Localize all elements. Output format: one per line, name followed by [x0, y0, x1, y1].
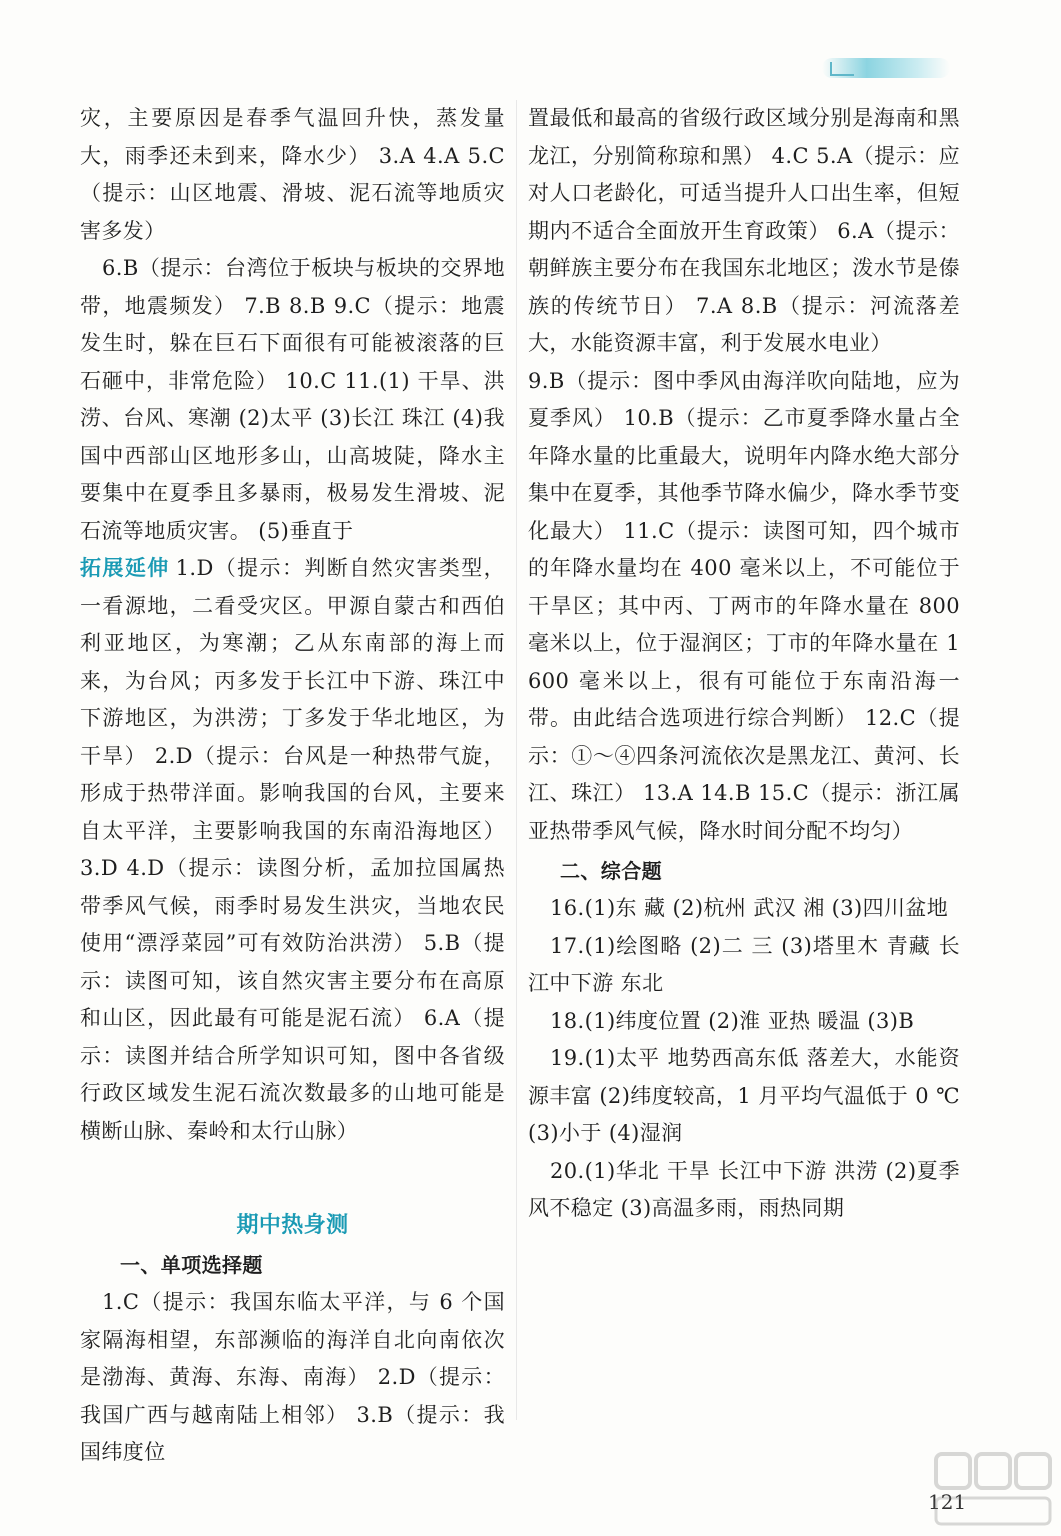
answer-q18: 18.(1)纬度位置 (2)淮 亚热 暖温 (3)B	[550, 1008, 915, 1033]
left-paragraph-q6: 6.B（提示：台湾位于板块与板块的交界地带，地震频发） 7.B 8.B 9.C（提示：地震发生时，躲在巨石下面很有可能被滚落的巨石砸中，非常危险） 10.C 11.(1) 干旱、洪涝、台风、寒潮 (2)太平 (3)长江 珠江 (4)我国中西部山区地形多山，山高坡陡，降水主要集中在夏季且多暴雨，极易发生滑坡、泥石流等地质灾害。 (5)垂直于	[80, 256, 505, 543]
left-paragraph-continuation: 灾，主要原因是春季气温回升快，蒸发量大，雨季还未到来，降水少） 3.A 4.A 5.C（提示：山区地震、滑坡、泥石流等地质灾害多发）	[80, 106, 505, 243]
column-divider	[516, 100, 517, 1420]
right-paragraph-q9: 9.B（提示：图中季风由海洋吹向陆地，应为夏季风） 10.B（提示：乙市夏季降水量占全年降水量的比重最大，说明年内降水绝大部分集中在夏季，其他季节降水偏少，降水季节变化最大） 11.C（提示：读图可知，四个城市的年降水量均在 400 毫米以上，不可能位于干旱区；其中丙、丁两市的年降水量在 800 毫米以上，位于湿润区；丁市的年降水量在 1 600 毫米以上，很有可能位于东南沿海一带。由此结合选项进行综合判断） 12.C（提示：①～④四条河流依次是黑龙江、黄河、长江、珠江） 13.A 14.B 15.C（提示：浙江属亚热带季风气候，降水时间分配不均匀）	[528, 368, 960, 843]
left-column	[80, 100, 505, 1472]
extension-label: 拓展延伸	[80, 556, 170, 580]
answer-q19: 19.(1)太平 地势西高东低 落差大，水能资源丰富 (2)纬度较高，1 月平均气温低于 0 ℃ (3)小于 (4)湿润	[528, 1046, 960, 1145]
answer-q16: 16.(1)东 藏 (2)杭州 武汉 湘 (3)四川盆地	[550, 896, 949, 920]
page-number: 121	[928, 1490, 967, 1514]
subsection-title-comprehensive: 二、综合题	[560, 859, 662, 883]
section-title: 期中热身测	[236, 1213, 349, 1238]
midterm-q1-paragraph: 1.C（提示：我国东临太平洋，与 6 个国家隔海相望，东部濒临的海洋自北向南依次是渤海、黄海、东海、南海） 2.D（提示：我国广西与越南陆上相邻） 3.B（提示：我国纬度位	[80, 1290, 505, 1464]
subsection-title-choice: 一、单项选择题	[120, 1253, 263, 1277]
watermark-logo-icon	[930, 1448, 1058, 1532]
answer-q17: 17.(1)绘图略 (2)二 三 (3)塔里木 青藏 长江中下游 东北	[528, 933, 960, 995]
right-paragraph-continuation: 置最低和最高的省级行政区域分别是海南和黑龙江，分别简称琼和黑） 4.C 5.A（提示：应对人口老龄化，可适当提升人口出生率，但短期内不适合全面放开生育政策） 6.A（提示：朝鲜族主要分布在我国东北地区；泼水节是傣族的传统节日） 7.A 8.B（提示：河流落差大，水能资源丰富，利于发展水电业）	[528, 106, 960, 355]
extension-text: 1.D（提示：判断自然灾害类型，一看源地，二看受灾区。甲源自蒙古和西伯利亚地区，为寒潮；乙从东南部的海上而来，为台风；丙多发于长江中下游、珠江中下游地区，为洪涝；丁多发于华北地区，为干旱） 2.D（提示：台风是一种热带气旋，形成于热带洋面。影响我国的台风，主要来自太平洋，主要影响我国的东南沿海地区） 3.D 4.D（提示：读图分析，孟加拉国属热带季风气候，雨季时易发生洪灾，当地农民使用“漂浮菜园”可有效防治洪涝） 5.B（提示：读图可知，该自然灾害主要分布在高原和山区，因此最有可能是泥石流） 6.A（提示：读图并结合所学知识可知，图中各省级行政区域发生泥石流次数最多的山地可能是横断山脉、秦岭和太行山脉）	[80, 556, 505, 1143]
right-column	[528, 100, 960, 1228]
answer-q20: 20.(1)华北 干旱 长江中下游 洪涝 (2)夏季风不稳定 (3)高温多雨，雨热同期	[528, 1158, 960, 1220]
header-mark-icon	[830, 62, 854, 76]
extension-paragraph	[80, 550, 505, 1150]
